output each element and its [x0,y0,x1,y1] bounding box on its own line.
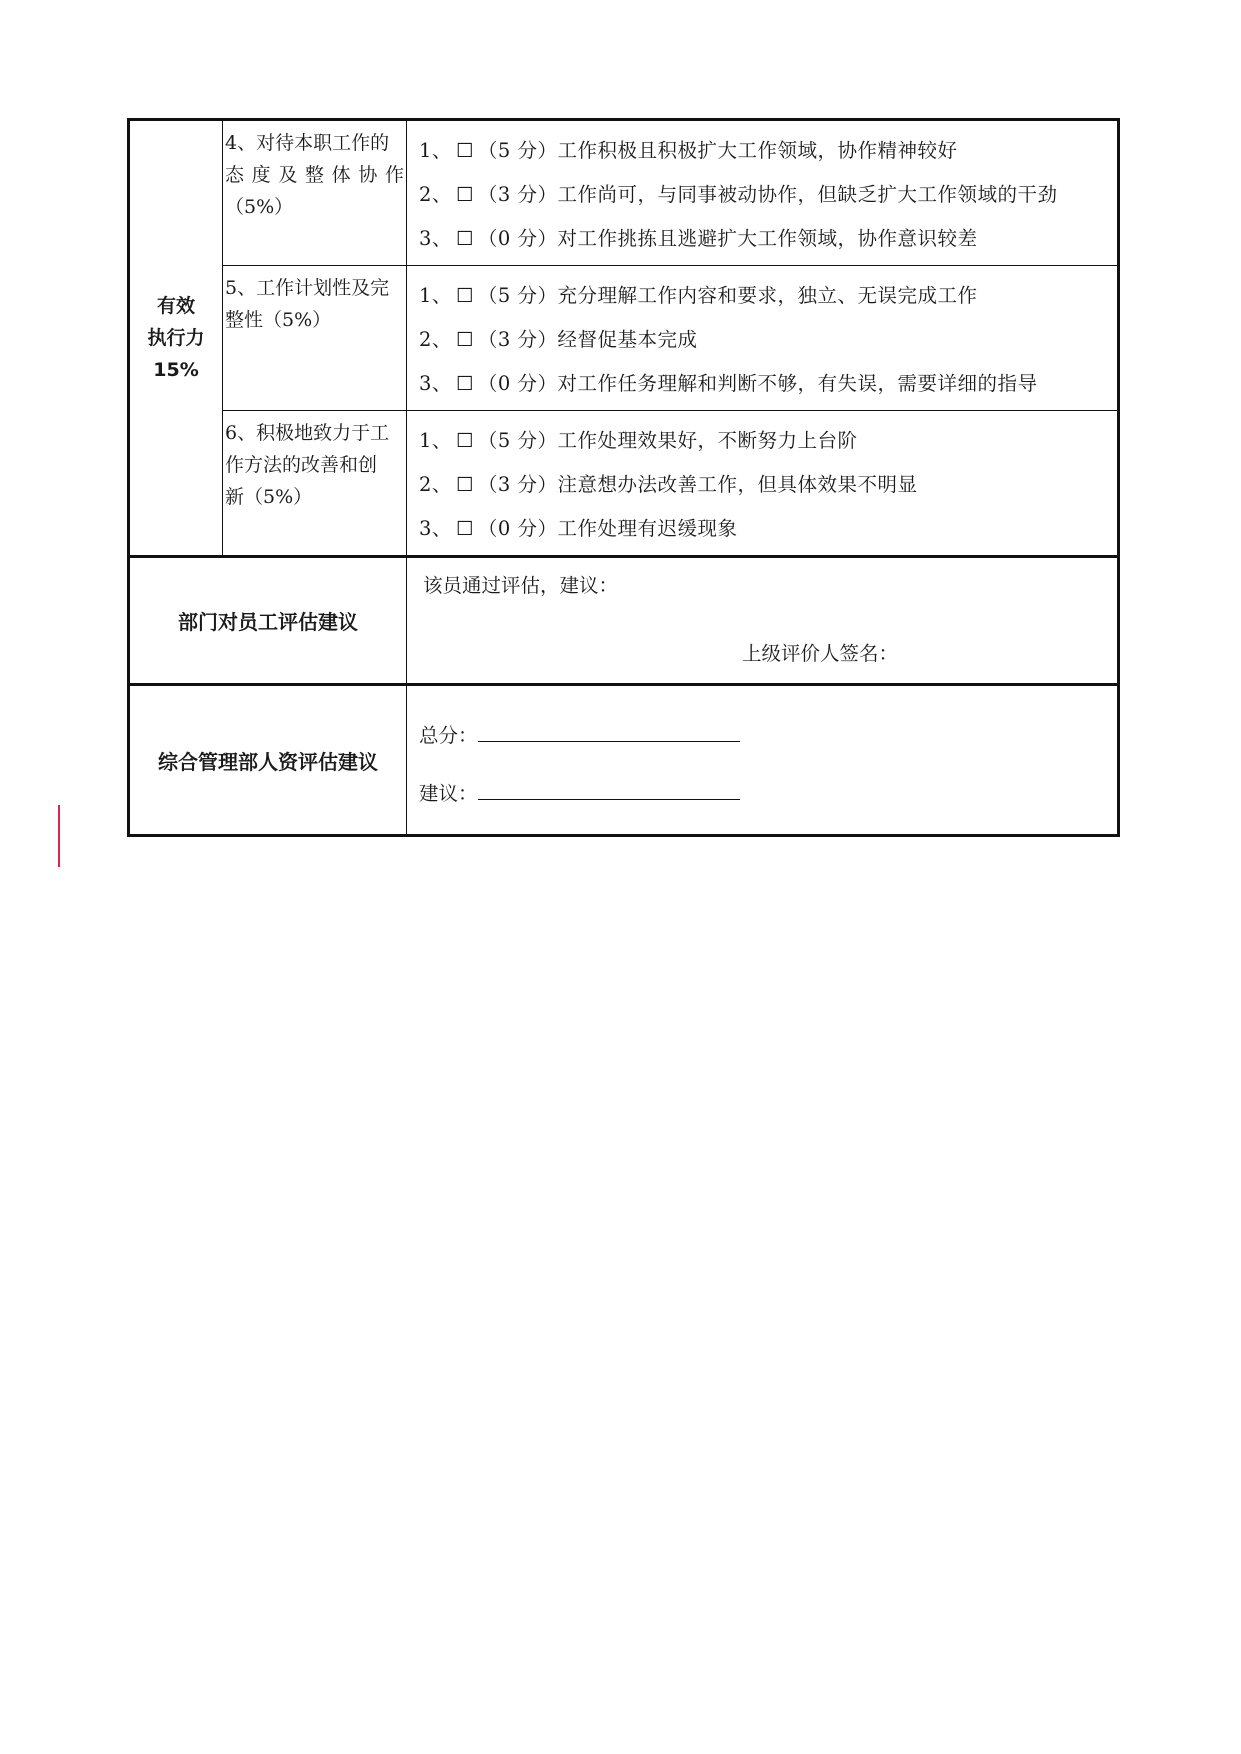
total-score-label: 总分： [419,724,478,747]
dept-advice-text: 该员通过评估，建议： [423,574,619,597]
checkbox[interactable]: ☐ [455,429,474,452]
option-row: 2、 ☐ （3 分）注意想办法改善工作，但具体效果不明显 [419,463,1107,507]
checkbox[interactable]: ☐ [455,227,474,250]
dept-advice-row [129,557,1119,685]
criterion-label-6: 6、积极地致力于工 作方法的改善和创 新（5%） [223,411,407,557]
checkbox[interactable]: ☐ [455,473,474,496]
criterion-label-5: 5、工作计划性及完 整性（5%） [223,266,407,411]
dept-advice-label: 部门对员工评估建议 [129,557,407,685]
category-weight: 15% [153,359,199,381]
hr-advice-row [129,685,1119,836]
option-row: 2、 ☐ （3 分）经督促基本完成 [419,318,1107,362]
category-label-line2: 执行力 [147,327,205,349]
evaluation-form-table [127,118,1120,837]
option-row: 1、 ☐ （5 分）充分理解工作内容和要求，独立、无误完成工作 [419,274,1107,318]
checkbox[interactable]: ☐ [455,328,474,351]
hr-advice-field-label: 建议： [419,782,478,805]
category-label-line1: 有效 [156,295,195,317]
hr-advice-field [407,685,1119,836]
category-cell [129,120,223,557]
criterion-row-6 [129,411,1119,557]
checkbox[interactable]: ☐ [455,139,474,162]
checkbox[interactable]: ☐ [455,284,474,307]
criterion-row-4 [129,120,1119,266]
criterion-options-6 [407,411,1119,557]
option-row: 1、 ☐ （5 分）工作处理效果好，不断努力上台阶 [419,419,1107,463]
option-row: 3、 ☐ （0 分）对工作挑拣且逃避扩大工作领域，协作意识较差 [419,217,1107,261]
checkbox[interactable]: ☐ [455,183,474,206]
hr-advice-input[interactable] [478,781,740,800]
criterion-options-5 [407,266,1119,411]
dept-advice-field[interactable] [407,557,1119,685]
checkbox[interactable]: ☐ [455,372,474,395]
total-score-input[interactable] [478,723,740,742]
page-margin-mark [58,805,60,867]
option-row: 3、 ☐ （0 分）工作处理有迟缓现象 [419,507,1107,551]
criterion-row-5 [129,266,1119,411]
total-score-line [419,720,740,748]
supervisor-signature-label: 上级评价人签名： [742,642,899,665]
hr-advice-line [419,778,740,806]
option-row: 1、 ☐ （5 分）工作积极且积极扩大工作领域，协作精神较好 [419,129,1107,173]
option-row: 3、 ☐ （0 分）对工作任务理解和判断不够，有失误，需要详细的指导 [419,362,1107,406]
hr-advice-label: 综合管理部人资评估建议 [129,685,407,836]
criterion-label-4: 4、对待本职工作的 态度及整体协作 （5%） [223,120,407,266]
option-row: 2、 ☐ （3 分）工作尚可，与同事被动协作，但缺乏扩大工作领域的干劲 [419,173,1107,217]
criterion-options-4 [407,120,1119,266]
checkbox[interactable]: ☐ [455,517,474,540]
